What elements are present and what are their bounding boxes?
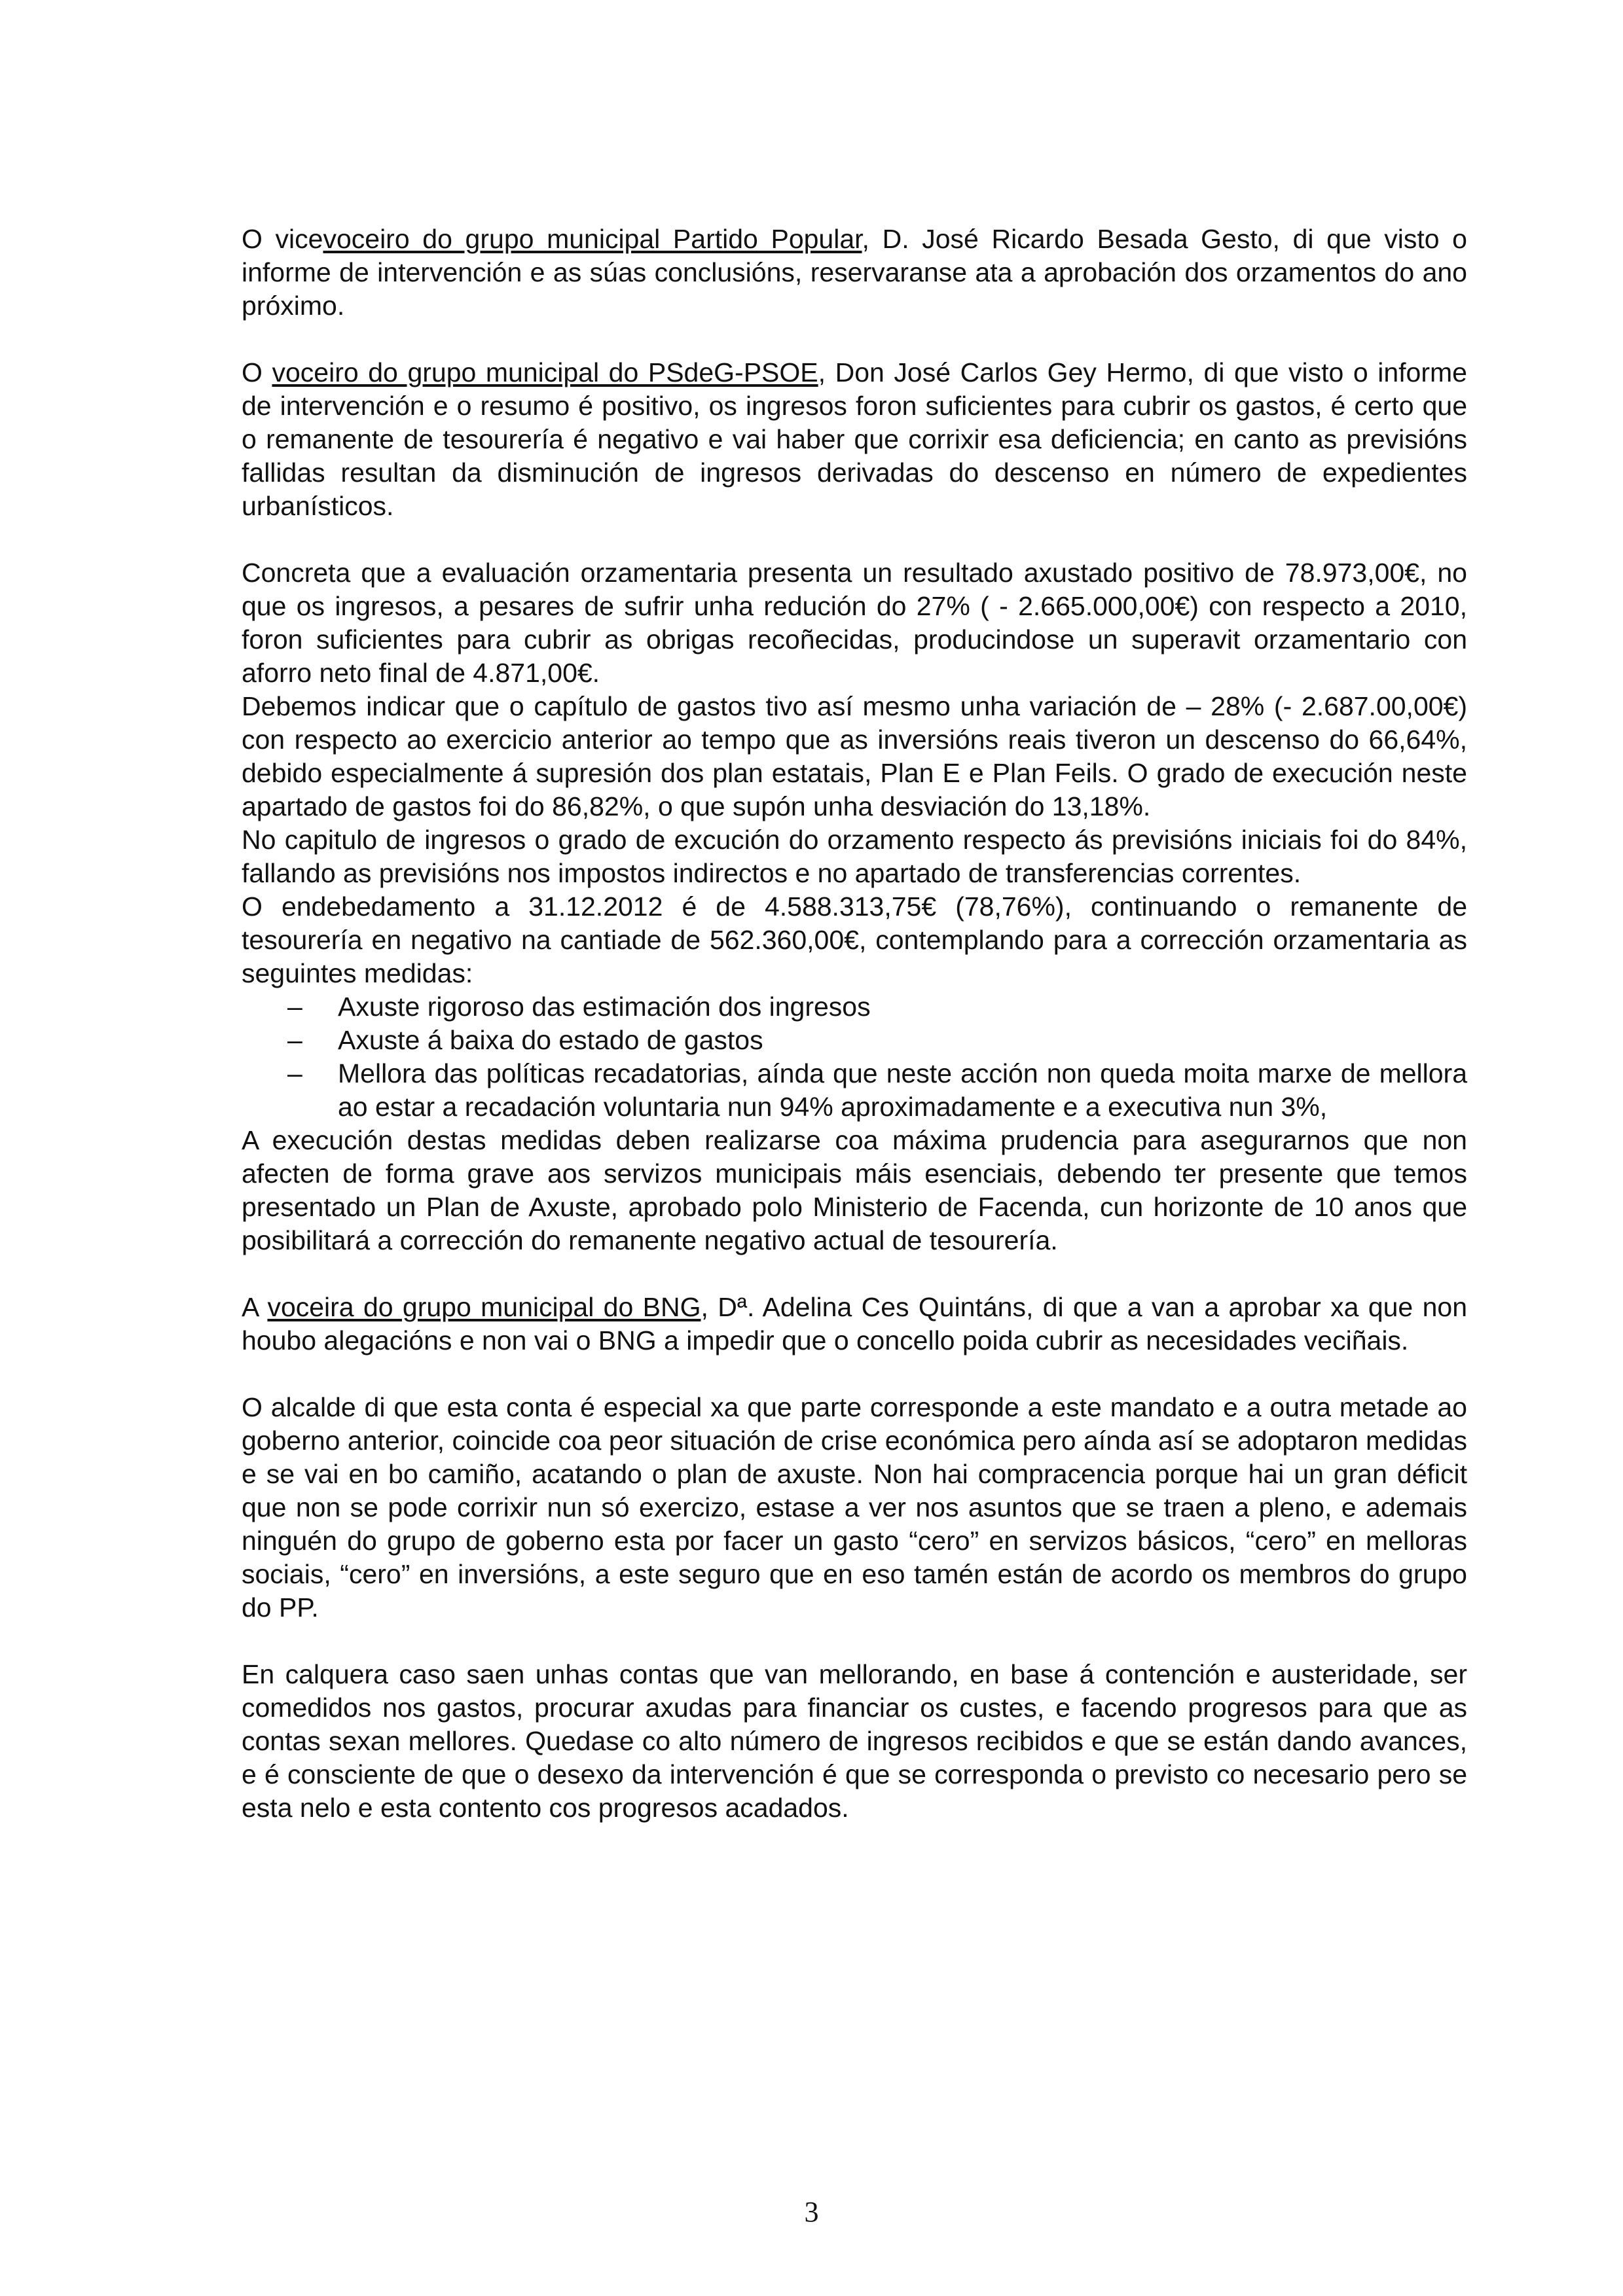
text-span: O — [242, 357, 272, 387]
list-item-text: Axuste á baixa do estado de gastos — [338, 1025, 763, 1055]
paragraph-psoe-spokesperson — [242, 356, 1467, 523]
bng-spokesperson-title: voceira do grupo municipal do BNG — [267, 1292, 701, 1322]
text-span: O vice — [242, 224, 323, 254]
dash-bullet: – — [287, 1025, 302, 1055]
paragraph-mayor-statement: O alcalde di que esta conta é especial xa que parte corresponde a este mandato e a outra metade ao goberno anterior, coincide coa peor situación de crise económica pero aínda así se adoptaron medidas e se vai en bo camiño, acatando o plan de axuste. Non hai compracencia porque hai un gran déficit que non se pode corrixir nun só exercizo, estase a ver nos asuntos que se traen a pleno, e ademais ninguén do grupo de goberno esta por facer un gasto “cero” en servizos básicos, “cero” en melloras sociais, “cero” en inversións, a este seguro que en eso tamén están de acordo os membros do grupo do PP. — [242, 1392, 1467, 1623]
paragraph-measures-execution: A execución destas medidas deben realizarse coa máxima prudencia para asegurarnos que non afecten de forma grave aos servizos municipais máis esenciais, debendo ter presente que temos presentado un Plan de Axuste, aprobado polo Ministerio de Facenda, cun horizonte de 10 anos que posibilitará a corrección do remanente negativo actual de tesourería. — [242, 1125, 1467, 1255]
paragraph-bng-spokesperson — [242, 1291, 1467, 1357]
spacer — [242, 523, 1467, 556]
list-item — [287, 990, 1467, 1024]
list-item-text: Axuste rigoroso das estimación dos ingresos — [338, 992, 871, 1022]
dash-bullet: – — [287, 1058, 302, 1088]
list-item-text: Mellora das políticas recadatorias, aínda que neste acción non queda moita marxe de mellora ao estar a recadación voluntaria nun 94% aproximadamente e a executiva nun 3%, — [338, 1058, 1467, 1122]
paragraph-income-chapter: No capitulo de ingresos o grado de excución do orzamento respecto ás previsións iniciais foi do 84%, fallando as previsións nos impostos indirectos e no apartado de transferencias correntes. — [242, 825, 1467, 888]
measures-list — [242, 990, 1467, 1124]
paragraph-expenses-chapter: Debemos indicar que o capítulo de gastos tivo así mesmo unha variación de – 28% (- 2.687.00,00€) con respecto ao exercicio anterior ao tempo que as inversións reais tiveron un descenso do 66,64%, debido especialmente á supresión dos plan estatais, Plan E e Plan Feils. O grado de execución neste apartado de gastos foi do 86,82%, o que supón unha desviación do 13,18%. — [242, 691, 1467, 821]
text-span: , Dª. Adelina Ces Quintáns, di que a van a aprobar xa que non houbo alegacións e non vai o BNG a impedir que o concello poida cubrir as necesidades veciñais. — [242, 1292, 1467, 1355]
text-span: A — [242, 1292, 268, 1322]
list-item — [287, 1057, 1467, 1124]
pp-spokesperson-title: voceiro do grupo municipal Partido Popular — [323, 224, 862, 254]
paragraph-pp-spokesperson — [242, 223, 1467, 323]
list-item — [287, 1024, 1467, 1057]
spacer — [242, 323, 1467, 356]
text-span: , D. José Ricardo Besada Gesto, di que visto o informe de intervención e as súas conclusións, reservaranse ata a aprobación dos orzamentos do ano próximo. — [242, 224, 1467, 321]
dash-bullet: – — [287, 992, 302, 1022]
paragraph-closing-remarks: En calquera caso saen unhas contas que van mellorando, en base á contención e austeridade, ser comedidos nos gastos, procurar axudas para financiar os custes, e facendo progresos para que as contas sexan mellores. Quedase co alto número de ingresos recibidos e que se están dando avances, e é consciente de que o desexo da intervención é que se corresponda o previsto co necesario pero se esta nelo e esta contento cos progresos acadados. — [242, 1659, 1467, 1823]
text-span: , Don José Carlos Gey Hermo, di que visto o informe de intervención e o resumo é positivo, os ingresos foron suficientes para cubrir os gastos, é certo que o remanente de tesourería é negativo e vai haber que corrixir esa deficiencia; en canto as previsións fallidas resultan da disminución de ingresos derivadas do descenso en número de expedientes urbanísticos. — [242, 357, 1467, 521]
spacer — [242, 1624, 1467, 1658]
paragraph-indebtedness: O endebedamento a 31.12.2012 é de 4.588.313,75€ (78,76%), continuando o remanente de tesourería en negativo na cantiade de 562.360,00€, contemplando para a corrección orzamentaria as seguintes medidas: — [242, 891, 1467, 988]
document-body — [242, 223, 1467, 1825]
paragraph-budget-evaluation: Concreta que a evaluación orzamentaria presenta un resultado axustado positivo de 78.973,00€, no que os ingresos, a pesares de sufrir unha redución do 27% ( - 2.665.000,00€) con respecto a 2010, foron suficientes para cubrir as obrigas recoñecidas, producindose un superavit orzamentario con aforro neto final de 4.871,00€. — [242, 558, 1467, 688]
psoe-spokesperson-title: voceiro do grupo municipal do PSdeG-PSOE — [272, 357, 818, 387]
page-number: 3 — [804, 2196, 819, 2228]
spacer — [242, 1357, 1467, 1391]
spacer — [242, 1257, 1467, 1291]
